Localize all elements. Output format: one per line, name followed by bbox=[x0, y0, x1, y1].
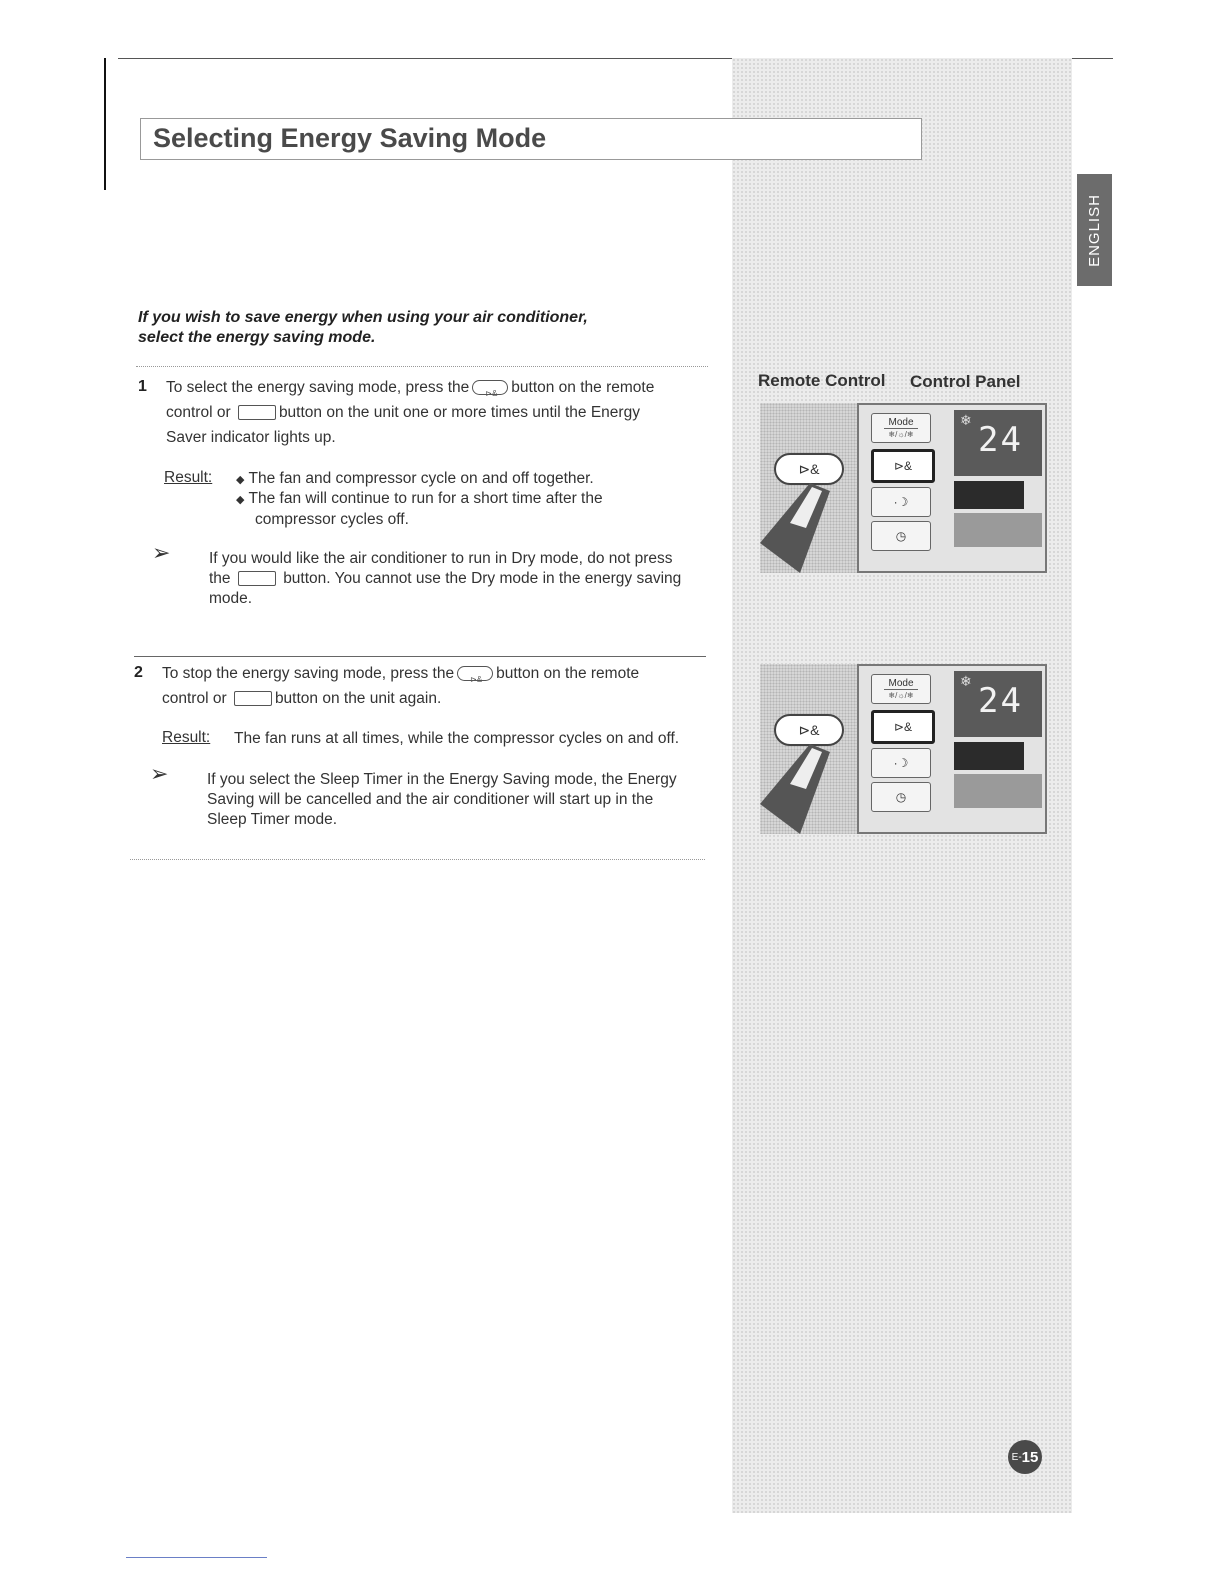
note-arrow-icon: ➢ bbox=[152, 540, 171, 565]
step-2-line-1b: button on the remote bbox=[496, 665, 640, 682]
indicator-strip bbox=[954, 742, 1024, 770]
step-1-bullet-2 bbox=[236, 489, 706, 530]
snowflake-icon: ❄ bbox=[960, 412, 972, 428]
page-number: 15 bbox=[1021, 1448, 1039, 1466]
mode-icons: ❄/☼/❄ bbox=[888, 690, 914, 700]
mode-button-label: Mode bbox=[884, 678, 917, 690]
intro-text bbox=[138, 308, 698, 348]
mode-button-label: Mode bbox=[884, 417, 917, 429]
mode-icons: ❄/☼/❄ bbox=[888, 429, 914, 439]
panel-sleep-button: ·☽ bbox=[871, 487, 931, 517]
step-2-note-line-3: Sleep Timer mode. bbox=[207, 811, 338, 828]
unit-energy-button-icon bbox=[234, 691, 272, 706]
step-1-bullet-1-text: The fan and compressor cycle on and off together. bbox=[248, 470, 594, 487]
panel-timer-button: ◷ bbox=[871, 521, 931, 551]
control-panel-frame bbox=[857, 664, 1047, 834]
step-2-number: 2 bbox=[134, 664, 143, 681]
page-title: Selecting Energy Saving Mode bbox=[153, 123, 547, 153]
control-panel-frame bbox=[857, 403, 1047, 573]
remote-energy-button-icon: ⊳& bbox=[472, 380, 508, 395]
indicator-strip bbox=[954, 481, 1024, 509]
bottom-rule bbox=[126, 1557, 267, 1558]
step-2-result-text: The fan runs at all times, while the compressor cycles on and off. bbox=[234, 730, 680, 747]
unit-energy-button-icon bbox=[238, 571, 276, 586]
step-1-note-line-1: If you would like the air conditioner to run in Dry mode, do not press bbox=[209, 550, 673, 567]
step-1-bullet-2-line-1: The fan will continue to run for a short time after the bbox=[248, 490, 603, 507]
step-1-note-line-2b: button. You cannot use the Dry mode in the energy saving bbox=[283, 570, 682, 587]
snowflake-icon: ❄ bbox=[960, 673, 972, 689]
note-arrow-icon: ➢ bbox=[150, 761, 169, 786]
step-2-line-2a: control or bbox=[162, 690, 227, 707]
step-2-note-line-2: Saving will be cancelled and the air conditioner will start up in the bbox=[207, 791, 654, 808]
remote-energy-button-icon: ⊳& bbox=[457, 666, 493, 681]
language-tab bbox=[1077, 174, 1112, 286]
temperature-display: 24 bbox=[978, 681, 1023, 721]
step-2-note-line-1: If you select the Sleep Timer in the Energy Saving mode, the Energy bbox=[207, 771, 677, 788]
panel-mode-button bbox=[871, 674, 931, 704]
page-prefix: E- bbox=[1011, 1451, 1022, 1463]
remote-energy-saver-button: ⊳& bbox=[774, 453, 844, 485]
remote-control-heading: Remote Control bbox=[758, 371, 886, 390]
temperature-display: 24 bbox=[978, 420, 1023, 460]
illustration-step-1 bbox=[760, 403, 1047, 573]
diamond-bullet-icon: ◆ bbox=[236, 494, 245, 506]
panel-display bbox=[954, 671, 1042, 737]
pointer-arrow-icon bbox=[760, 734, 855, 834]
left-margin-bar bbox=[104, 58, 106, 190]
illustration-step-2 bbox=[760, 664, 1047, 834]
step-1-line-1b: button on the remote bbox=[511, 379, 655, 396]
step-1-result-label: Result: bbox=[164, 469, 213, 486]
step-2-result-label: Result: bbox=[162, 729, 211, 746]
fan-speed-labels bbox=[954, 513, 1042, 547]
step-1-line-2a: control or bbox=[166, 404, 231, 421]
fan-speed-labels bbox=[954, 774, 1042, 808]
step-2-text bbox=[162, 661, 707, 711]
control-panel-heading: Control Panel bbox=[910, 372, 1021, 391]
divider-dotted-bottom bbox=[130, 859, 705, 860]
step-1-line-2b: button on the unit one or more times until the Energy bbox=[278, 404, 640, 421]
panel-timer-button: ◷ bbox=[871, 782, 931, 812]
panel-display bbox=[954, 410, 1042, 476]
panel-energy-saver-button: ⊳& bbox=[871, 710, 935, 744]
title-box bbox=[140, 118, 922, 160]
step-2-line-1a: To stop the energy saving mode, press the bbox=[162, 665, 455, 682]
unit-energy-button-icon bbox=[238, 405, 276, 420]
step-1-note-line-2a: the bbox=[209, 570, 231, 587]
step-1-line-1a: To select the energy saving mode, press the bbox=[166, 379, 470, 396]
divider-dotted-top bbox=[136, 366, 708, 367]
language-tab-label: ENGLISH bbox=[1086, 193, 1104, 267]
page-number-badge bbox=[1008, 1440, 1042, 1474]
diamond-bullet-icon: ◆ bbox=[236, 474, 245, 486]
intro-line-1: If you wish to save energy when using your air conditioner, bbox=[138, 309, 588, 326]
panel-mode-button bbox=[871, 413, 931, 443]
step-2-note bbox=[207, 770, 707, 830]
step-1-bullet-1 bbox=[236, 469, 706, 490]
step-1-text bbox=[166, 375, 706, 450]
step-1-number: 1 bbox=[138, 378, 147, 395]
step-1-line-3: Saver indicator lights up. bbox=[166, 429, 336, 446]
remote-energy-saver-button: ⊳& bbox=[774, 714, 844, 746]
step-2-line-2b: button on the unit again. bbox=[274, 690, 442, 707]
pointer-arrow-icon bbox=[760, 473, 855, 573]
panel-energy-saver-button: ⊳& bbox=[871, 449, 935, 483]
step-1-bullet-2-line-2: compressor cycles off. bbox=[255, 511, 409, 528]
step-1-note-line-3: mode. bbox=[209, 590, 253, 607]
step-divider bbox=[134, 656, 706, 657]
step-1-note bbox=[209, 549, 709, 609]
panel-sleep-button: ·☽ bbox=[871, 748, 931, 778]
intro-line-2: select the energy saving mode. bbox=[138, 329, 376, 346]
